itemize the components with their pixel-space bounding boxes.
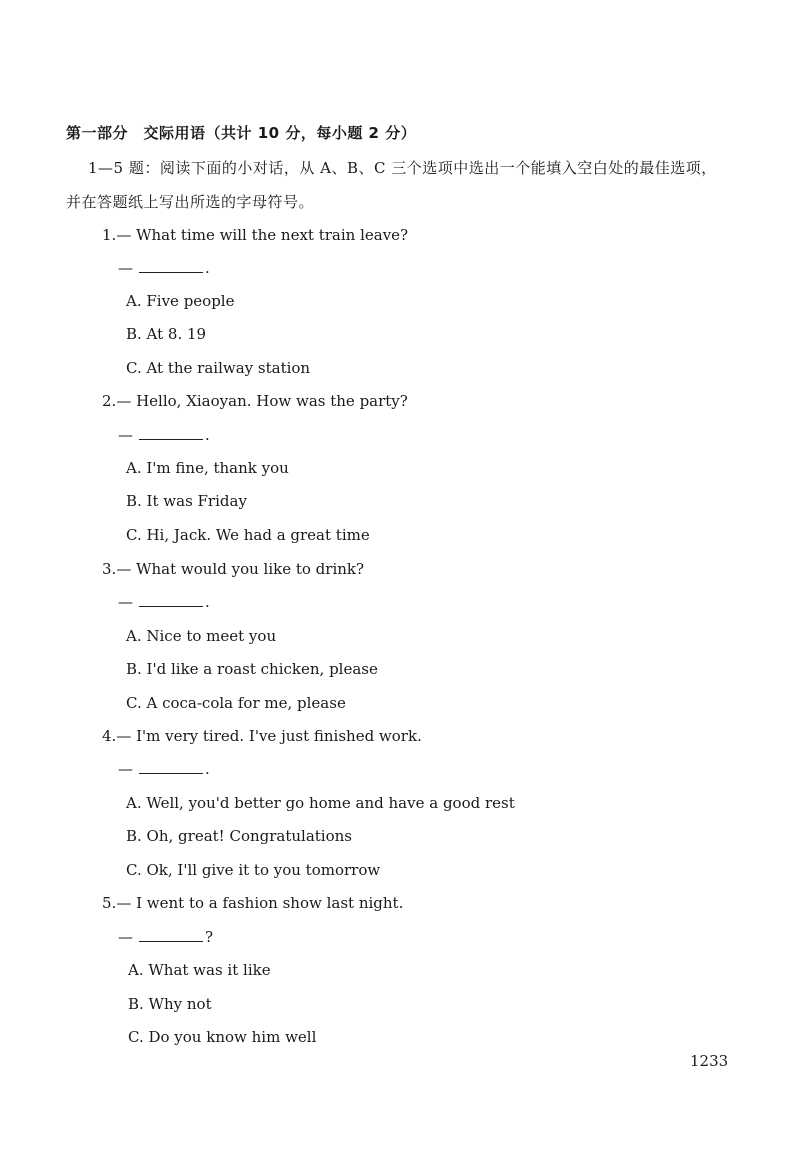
option-a: A. Five people [126,292,235,310]
response-line-4 [118,760,210,778]
option-b: B. Oh, great! Congratulations [126,827,352,845]
question-prompt: — What would you like to drink? [116,560,365,578]
option-b: B. I'd like a roast chicken, please [126,660,378,678]
question-number: 4. [102,727,117,745]
question-5 [102,894,403,912]
question-prompt: — I'm very tired. I've just finished work. [116,727,422,745]
answer-blank [139,596,203,607]
end-punctuation: ? [205,928,214,946]
question-prompt: — I went to a fashion show last night. [116,894,404,912]
dash: — [118,426,133,444]
end-punctuation: . [205,259,210,277]
question-prompt: — What time will the next train leave? [116,226,409,244]
question-4 [102,727,422,745]
dash: — [118,928,133,946]
answer-blank [139,763,203,774]
option-b: B. Why not [128,995,212,1013]
answer-blank [139,931,203,942]
option-b: B. At 8. 19 [126,325,207,343]
option-c: C. Hi, Jack. We had a great time [126,526,370,544]
option-c: C. A coca-cola for me, please [126,694,346,712]
question-number: 2. [102,392,117,410]
response-line-5 [118,928,213,946]
answer-blank [139,429,203,440]
page-number: 1233 [690,1052,729,1070]
option-a: A. Well, you'd better go home and have a good rest [126,794,515,812]
question-number: 1. [102,226,117,244]
dash: — [118,259,133,277]
question-number: 5. [102,894,117,912]
answer-blank [139,262,203,273]
end-punctuation: . [205,426,210,444]
response-line-3 [118,593,210,611]
question-1 [102,226,408,244]
instruction-line-1: 1—5 题：阅读下面的小对话，从 A、B、C 三个选项中选出一个能填入空白处的最佳选项， [88,159,717,177]
option-a: A. Nice to meet you [126,627,277,645]
option-a: A. I'm fine, thank you [126,459,289,477]
dash: — [118,760,133,778]
option-b: B. It was Friday [126,492,247,510]
option-c: C. At the railway station [126,359,311,377]
option-c: C. Ok, I'll give it to you tomorrow [126,861,381,879]
instruction-line-2: 并在答题纸上写出所选的字母符号。 [66,193,315,211]
question-prompt: — Hello, Xiaoyan. How was the party? [116,392,408,410]
section-title: 第一部分 交际用语（共计 10 分，每小题 2 分） [66,124,417,142]
question-2 [102,392,408,410]
end-punctuation: . [205,760,210,778]
dash: — [118,593,133,611]
option-c: C. Do you know him well [128,1028,317,1046]
end-punctuation: . [205,593,210,611]
option-a: A. What was it like [128,961,271,979]
response-line-2 [118,426,210,444]
question-3 [102,560,364,578]
question-number: 3. [102,560,117,578]
response-line-1 [118,259,210,277]
